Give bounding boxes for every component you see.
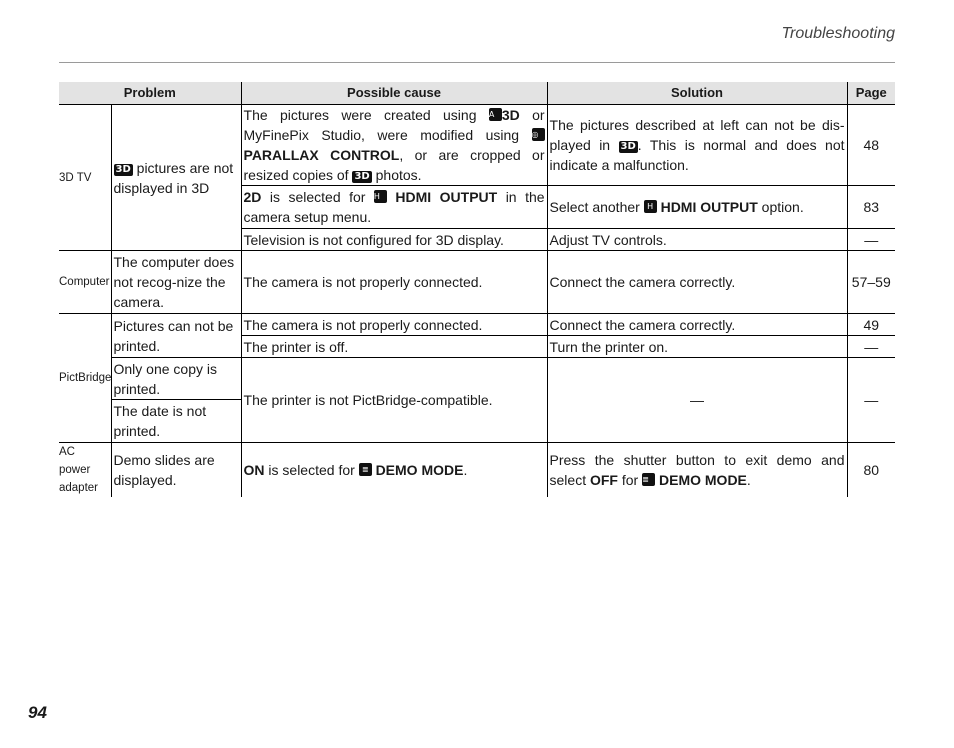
solution-cell: Turn the printer on. <box>547 336 847 358</box>
cause-cell: The camera is not properly connected. <box>241 314 547 336</box>
column-header-solution: Solution <box>547 82 847 105</box>
solution-cell: Adjust TV controls. <box>547 229 847 251</box>
page-ref: 48 <box>847 105 895 186</box>
solution-cell: Connect the camera correctly. <box>547 314 847 336</box>
table-row <box>59 105 895 186</box>
solution-cell: Press the shutter button to exit demo and select OFF for ≣ DEMO MODE. <box>547 443 847 498</box>
troubleshooting-table <box>59 82 895 497</box>
problem-cell: The computer does not recog-nize the camera. <box>111 251 241 314</box>
table-header-row <box>59 82 895 105</box>
solution-cell: — <box>547 358 847 443</box>
problem-cell: Only one copy is printed. <box>111 358 241 400</box>
table-row <box>59 358 895 400</box>
3d-icon: 3D <box>354 171 370 182</box>
solution-cell: Select another H HDMI OUTPUT option. <box>547 186 847 229</box>
3d-icon: 3D <box>115 163 131 175</box>
page-ref: — <box>847 336 895 358</box>
column-header-cause: Possible cause <box>241 82 547 105</box>
cause-cell: ON is selected for ≣ DEMO MODE. <box>241 443 547 498</box>
page-ref: 80 <box>847 443 895 498</box>
category-label: 3D TV <box>59 105 111 251</box>
page-ref: — <box>847 358 895 443</box>
3d-mode-icon: A <box>489 108 502 121</box>
category-label: PictBridge <box>59 314 111 443</box>
demo-mode-icon: ≣ <box>642 473 655 486</box>
problem-cell: Demo slides are displayed. <box>111 443 241 498</box>
category-label: Computer <box>59 251 111 314</box>
table-row <box>59 314 895 336</box>
cause-cell: The printer is not PictBridge-compatible. <box>241 358 547 443</box>
category-label: AC power adapter <box>59 446 99 494</box>
solution-cell: Connect the camera correctly. <box>547 251 847 314</box>
column-header-page: Page <box>847 82 895 105</box>
problem-cell: Pictures can not be printed. <box>111 314 241 358</box>
column-header-problem: Problem <box>59 82 241 105</box>
header-rule <box>59 62 895 63</box>
page-ref: — <box>847 229 895 251</box>
problem-cell <box>111 105 241 251</box>
problem-text: pictures are not displayed in 3D <box>113 159 234 196</box>
3d-icon: 3D <box>620 141 636 152</box>
table-row <box>59 251 895 314</box>
problem-cell: The date is not printed. <box>111 400 241 443</box>
demo-mode-icon: ≣ <box>359 463 372 476</box>
cause-cell: The printer is off. <box>241 336 547 358</box>
parallax-icon: ◎ <box>532 128 545 141</box>
solution-cell: The pictures described at left can not be dis-played in 3D . This is normal and does not indicate a malfunction. <box>547 105 847 186</box>
page-ref: 49 <box>847 314 895 336</box>
section-title: Troubleshooting <box>781 25 895 42</box>
cause-cell: Television is not configured for 3D display. <box>241 229 547 251</box>
page-ref: 57–59 <box>847 251 895 314</box>
cause-cell: The camera is not properly connected. <box>241 251 547 314</box>
cause-cell: The pictures were created using A 3D or MyFinePix Studio, were modified using ◎ PARALLAX CONTROL, or are cropped or resized copies of 3D photos. <box>241 105 547 186</box>
cause-cell: 2D is selected for H HDMI OUTPUT in the camera setup menu. <box>241 186 547 229</box>
page-ref: 83 <box>847 186 895 229</box>
hdmi-icon: H <box>374 190 387 203</box>
page-number: 94 <box>28 703 47 722</box>
hdmi-icon: H <box>644 200 657 213</box>
table-row <box>59 443 895 498</box>
